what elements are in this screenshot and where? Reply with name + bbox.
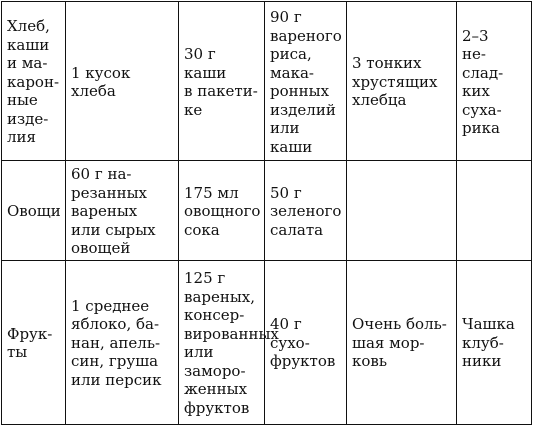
table-cell: 50 г зеленого салата [265, 161, 347, 261]
table-cell: 30 г каши в пакети- ке [179, 2, 265, 161]
table-cell: Очень боль- шая мор- ковь [347, 260, 457, 424]
table-cell: 40 г сухо- фруктов [265, 260, 347, 424]
table-cell: 175 мл овощного сока [179, 161, 265, 261]
table-row-bread [2, 2, 532, 161]
table-cell-category: Фрук- ты [2, 260, 66, 424]
table-cell: 125 г вареных, консер- вированных или заморо- женных фруктов [179, 260, 265, 424]
table-cell: 90 г вареного риса, мака- ронных изделий или каши [265, 2, 347, 161]
table-cell: 3 тонких хрустящих хлебца [347, 2, 457, 161]
food-portions-table [1, 1, 532, 425]
table-cell: 60 г на- резанных вареных или сырых овощей [66, 161, 179, 261]
table-cell: 1 среднее яблоко, ба- нан, апель- син, груша или персик [66, 260, 179, 424]
table-cell-empty [347, 161, 457, 261]
table-row-vegetables [2, 161, 532, 261]
table-cell: 2–3 не- слад- ких суха- рика [457, 2, 532, 161]
table-cell: Чашка клуб- ники [457, 260, 532, 424]
table-cell-category: Овощи [2, 161, 66, 261]
table-cell-empty [457, 161, 532, 261]
table-cell: 1 кусок хлеба [66, 2, 179, 161]
table-cell-category: Хлеб, каши и ма- карон- ные изде- лия [2, 2, 66, 161]
table-row-fruits [2, 260, 532, 424]
